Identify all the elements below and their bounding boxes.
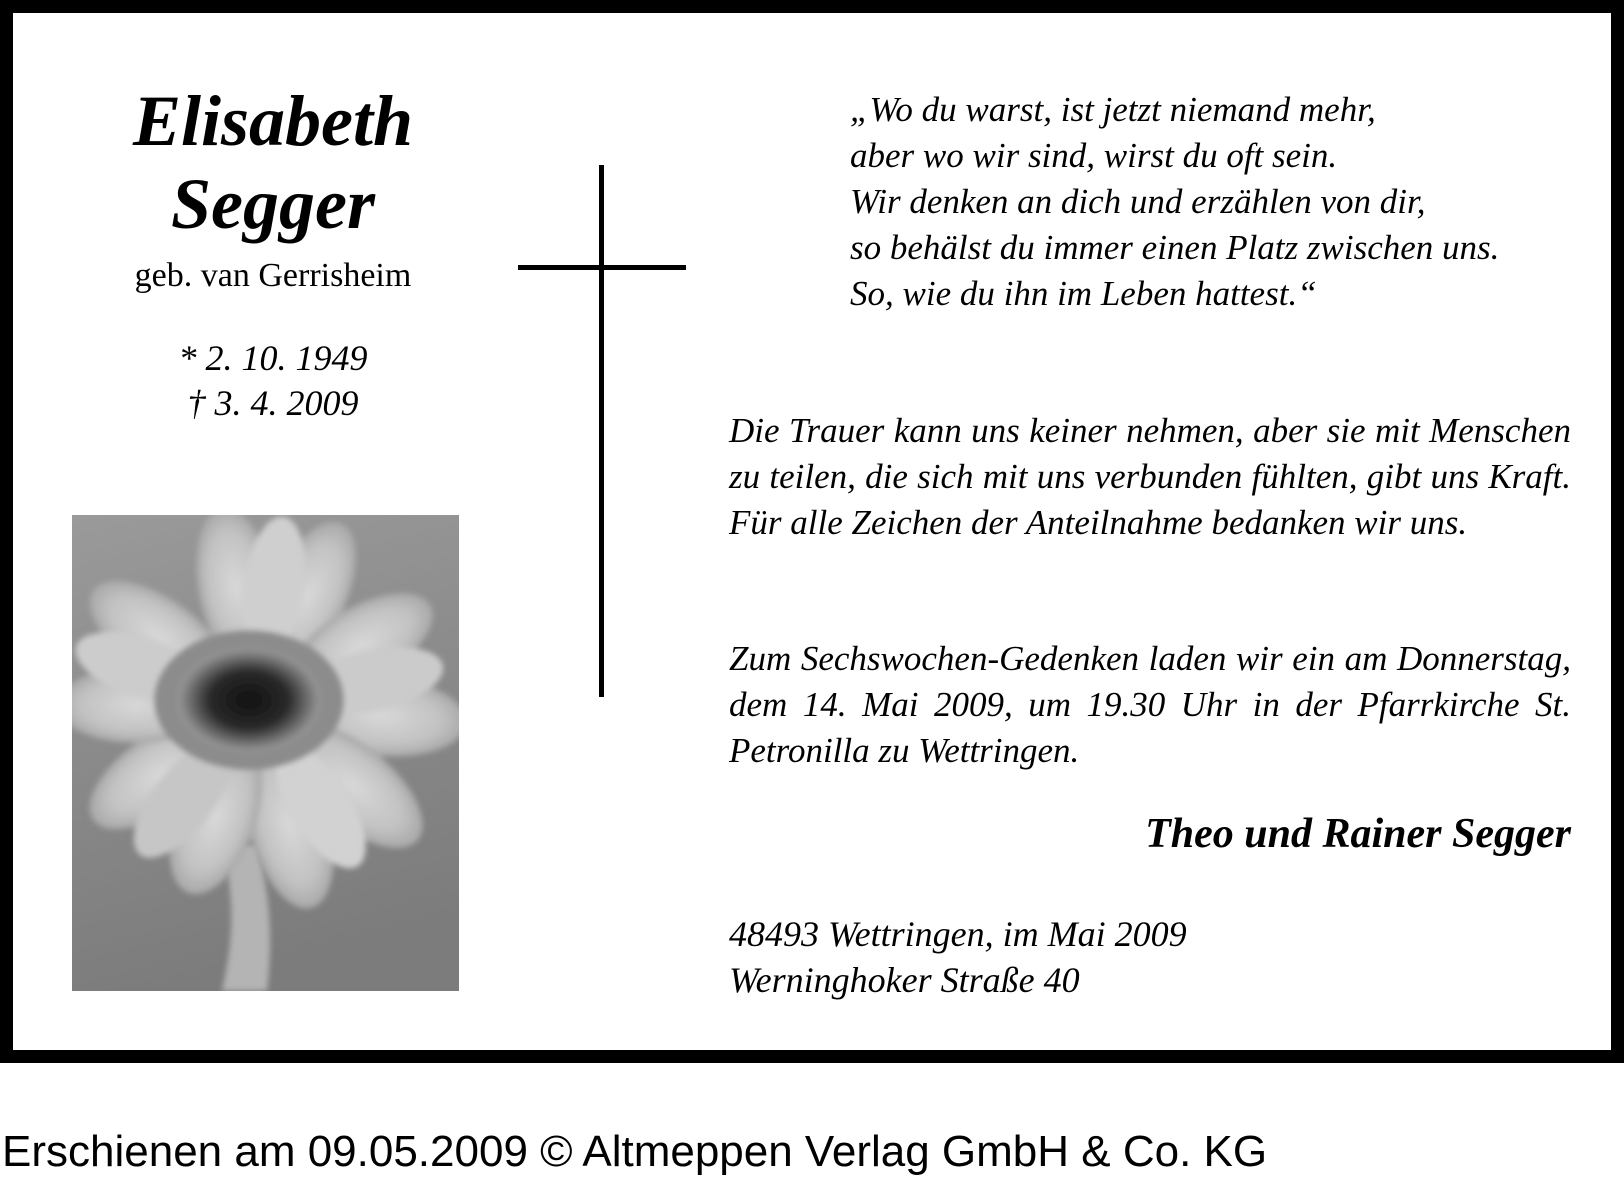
death-date: † 3. 4. 2009 (187, 383, 359, 423)
address-line-place-date: 48493 Wettringen, im Mai 2009 (729, 914, 1187, 954)
memorial-quote (850, 87, 1590, 317)
cross-icon (518, 165, 686, 697)
address-line-street: Werninghoker Straße 40 (729, 960, 1080, 1000)
life-dates (33, 336, 513, 426)
gerbera-flower-photo (72, 515, 459, 991)
birth-date: * 2. 10. 1949 (178, 338, 368, 378)
address (729, 911, 1571, 1003)
quote-line: Wir denken an dich und erzählen von dir, (850, 182, 1426, 221)
signature: Theo und Rainer Segger (1145, 811, 1571, 857)
deceased-last-name: Segger (171, 164, 375, 244)
deceased-first-name: Elisabeth (132, 81, 414, 161)
quote-line: so behälst du immer einen Platz zwischen uns. (850, 228, 1500, 267)
quote-line: aber wo wir sind, wirst du oft sein. (850, 136, 1338, 175)
thanks-paragraph: Die Trauer kann uns keiner nehmen, aber sie mit Menschen zu teilen, die sich mit uns verbunden fühlten, gibt uns Kraft. Für alle Zeichen der Anteilnahme bedanken wir uns. (729, 411, 1571, 542)
quote-line: So, wie du ihn im Leben hattest.“ (850, 274, 1317, 313)
memorial-service-paragraph: Zum Sechswochen-Gedenken laden wir ein am Donnerstag, dem 14. Mai 2009, um 19.30 Uhr in der Pfarrkirche St. Petronilla zu Wettringen. (729, 639, 1571, 770)
publication-footer: Erschienen am 09.05.2009 © Altmeppen Verlag GmbH & Co. KG (2, 1127, 1268, 1176)
quote-line: „Wo du warst, ist jetzt niemand mehr, (850, 90, 1376, 129)
birth-name: geb. van Gerrisheim (134, 257, 412, 294)
